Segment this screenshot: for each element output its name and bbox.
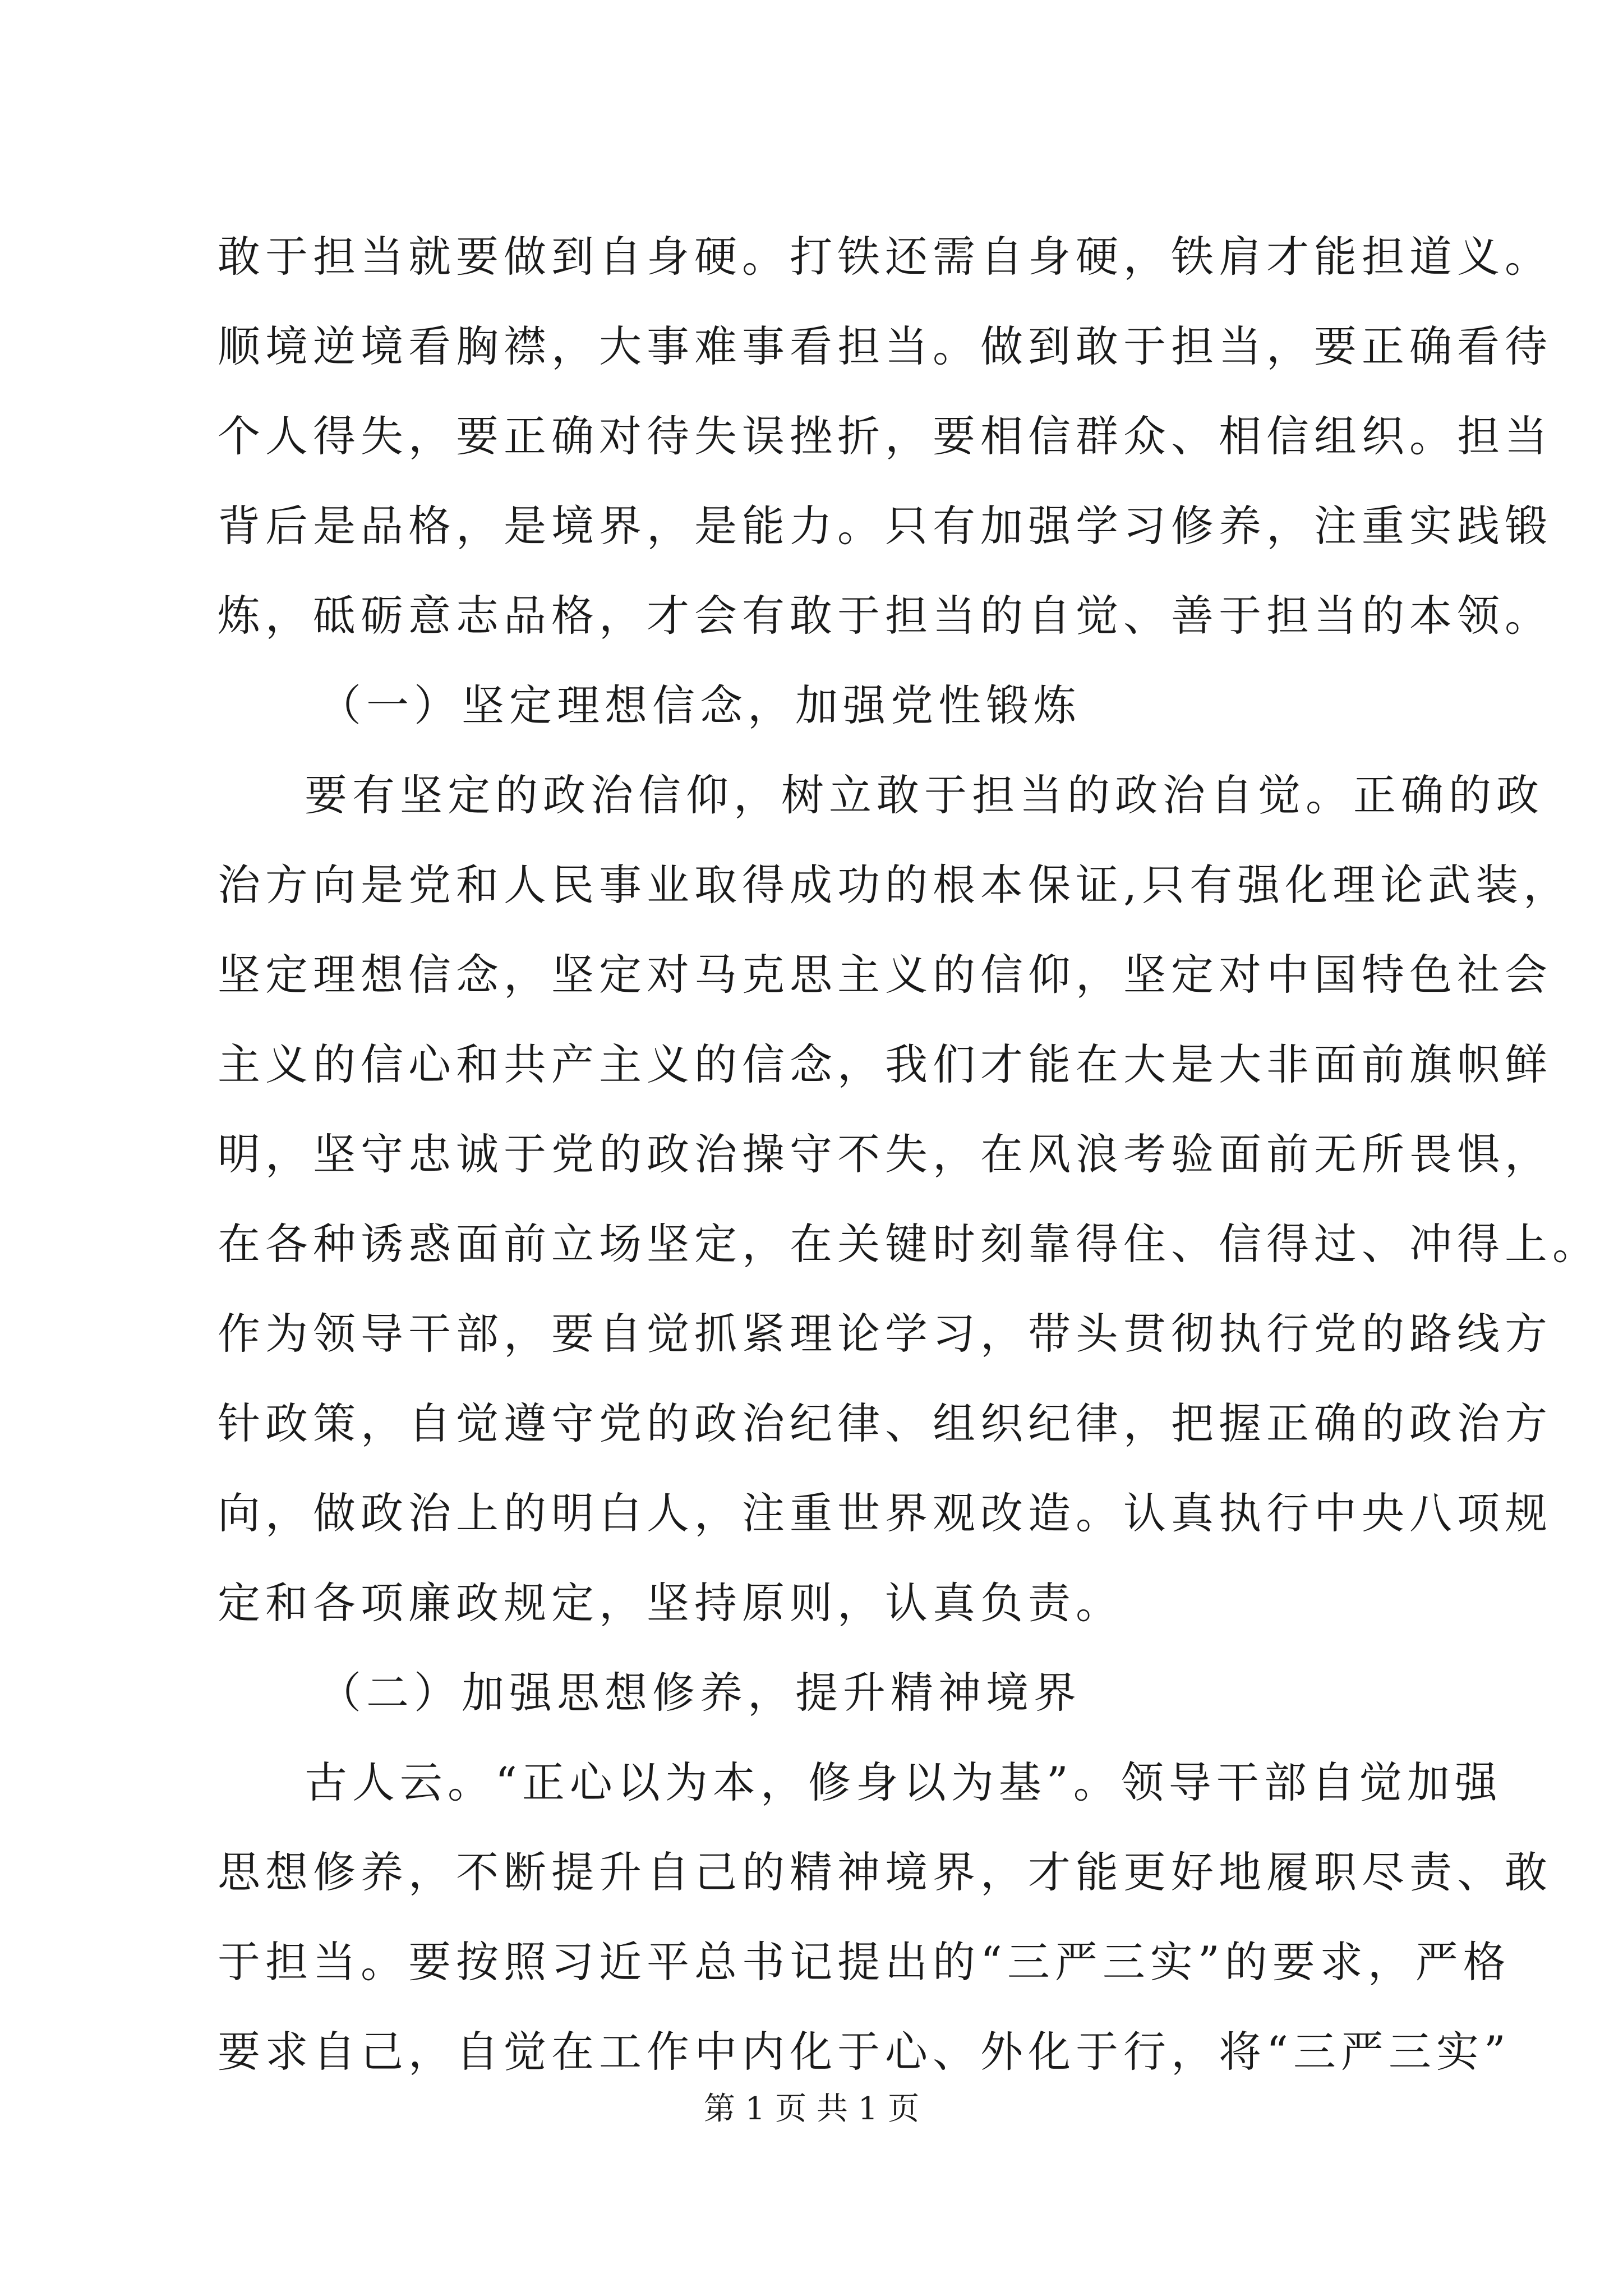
text-line: 背后是品格，是境界，是能力。只有加强学习修养，注重实践锻	[218, 501, 1552, 551]
body-text	[218, 212, 1600, 2097]
text-line: 作为领导干部，要自觉抓紧理论学习，带头贯彻执行党的路线方	[218, 1309, 1552, 1359]
text-line: 于担当。要按照习近平总书记提出的“三严三实”的要求，严格	[218, 1937, 1511, 1987]
text-line: 明，坚守忠诚于党的政治操守不失，在风浪考验面前无所畏惧，	[218, 1129, 1552, 1179]
section-heading: （二）加强思想修养，提升精神境界	[319, 1668, 1081, 1718]
text-line: 要有坚定的政治信仰，树立敢于担当的政治自觉。正确的政	[305, 770, 1544, 820]
text-line: 在各种诱惑面前立场坚定，在关键时刻靠得住、信得过、冲得上。	[218, 1219, 1600, 1269]
text-line: 敢于担当就要做到自身硬。打铁还需自身硬，铁肩才能担道义。	[218, 232, 1552, 282]
text-line: 要求自己，自觉在工作中内化于心、外化于行，将“三严三实”	[218, 2027, 1511, 2077]
text-line: 个人得失，要正确对待失误挫折，要相信群众、相信组织。担当	[218, 411, 1552, 461]
text-line: 坚定理想信念，坚定对马克思主义的信仰，坚定对中国特色社会	[218, 950, 1552, 1000]
text-line: 顺境逆境看胸襟，大事难事看担当。做到敢于担当，要正确看待	[218, 321, 1552, 371]
page-footer: 第 1 页 共 1 页	[703, 2091, 920, 2127]
section-heading: （一）坚定理想信念，加强党性锻炼	[319, 680, 1081, 730]
text-line: 古人云。“正心以为本，修身以为基”。领导干部自觉加强	[305, 1757, 1502, 1807]
text-line: 主义的信心和共产主义的信念，我们才能在大是大非面前旗帜鲜	[218, 1039, 1552, 1089]
text-line: 炼，砥砺意志品格，才会有敢于担当的自觉、善于担当的本领。	[218, 591, 1552, 641]
text-line: 向，做政治上的明白人，注重世界观改造。认真执行中央八项规	[218, 1488, 1552, 1538]
text-line: 思想修养，不断提升自己的精神境界，才能更好地履职尽责、敢	[218, 1847, 1552, 1897]
text-line: 治方向是党和人民事业取得成功的根本保证,只有强化理论武装，	[218, 860, 1571, 910]
text-line: 针政策，自觉遵守党的政治纪律、组织纪律，把握正确的政治方	[218, 1398, 1552, 1448]
text-line: 定和各项廉政规定，坚持原则，认真负责。	[218, 1578, 1123, 1628]
